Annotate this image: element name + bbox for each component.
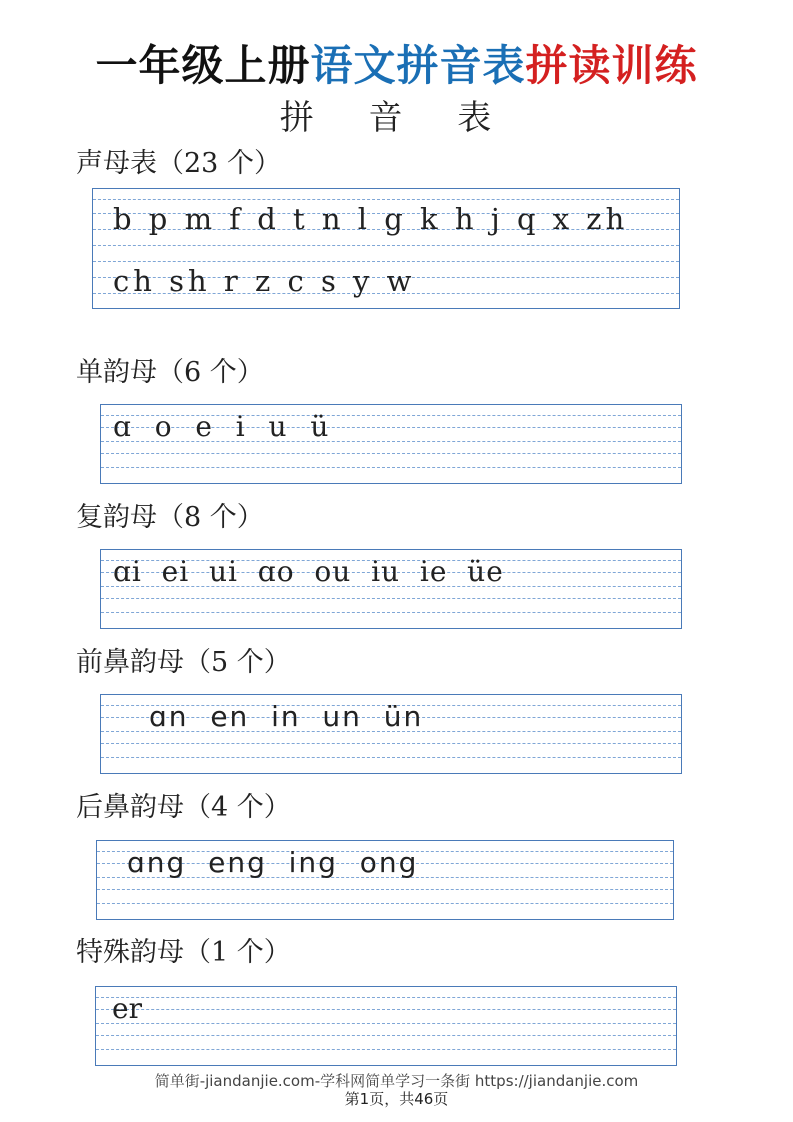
writing-box-shengmu [92, 188, 680, 309]
page-title [0, 38, 793, 94]
pinyin-row-1: er [112, 992, 142, 1025]
writing-box-houbi [96, 840, 674, 920]
pinyin-row-1: b p m f d t n l g k h j q x zh [113, 202, 629, 236]
section-label-shengmu: 声母表（23 个） [76, 148, 281, 179]
page-subtitle: 拼 音 表 [279, 98, 514, 138]
pinyin-row-1: ɑn en in un ün [149, 700, 424, 733]
writing-box-fuyunmu [100, 549, 682, 629]
section-label-danyunmu: 单韵母（6 个） [76, 357, 264, 388]
section-label-qianbi: 前鼻韵母（5 个） [76, 647, 291, 678]
pinyin-row-1: ɑng eng ing ong [127, 846, 419, 879]
title-part-subject: 语文拼音表 [310, 41, 526, 90]
writing-box-danyunmu [100, 404, 682, 484]
writing-box-qianbi [100, 694, 682, 774]
title-part-grade: 一年级上册 [95, 41, 311, 90]
pinyin-row-1: ɑi ei ui ɑo ou iu ie üe [113, 555, 504, 588]
title-part-training: 拼读训练 [525, 41, 698, 90]
section-label-fuyunmu: 复韵母（8 个） [76, 502, 264, 533]
pinyin-row-2: ch sh r z c s y w [113, 264, 416, 298]
footer-source: 简单街-jiandanjie.com-学科网简单学习一条街 https://jiandanjie.com [154, 1072, 639, 1090]
writing-box-teshu [95, 986, 677, 1066]
pinyin-row-1: ɑ o e i u ü [113, 410, 331, 443]
section-label-teshu: 特殊韵母（1 个） [76, 937, 291, 968]
footer-page-number: 第1页，共46页 [344, 1090, 449, 1108]
section-label-houbi: 后鼻韵母（4 个） [76, 792, 291, 823]
